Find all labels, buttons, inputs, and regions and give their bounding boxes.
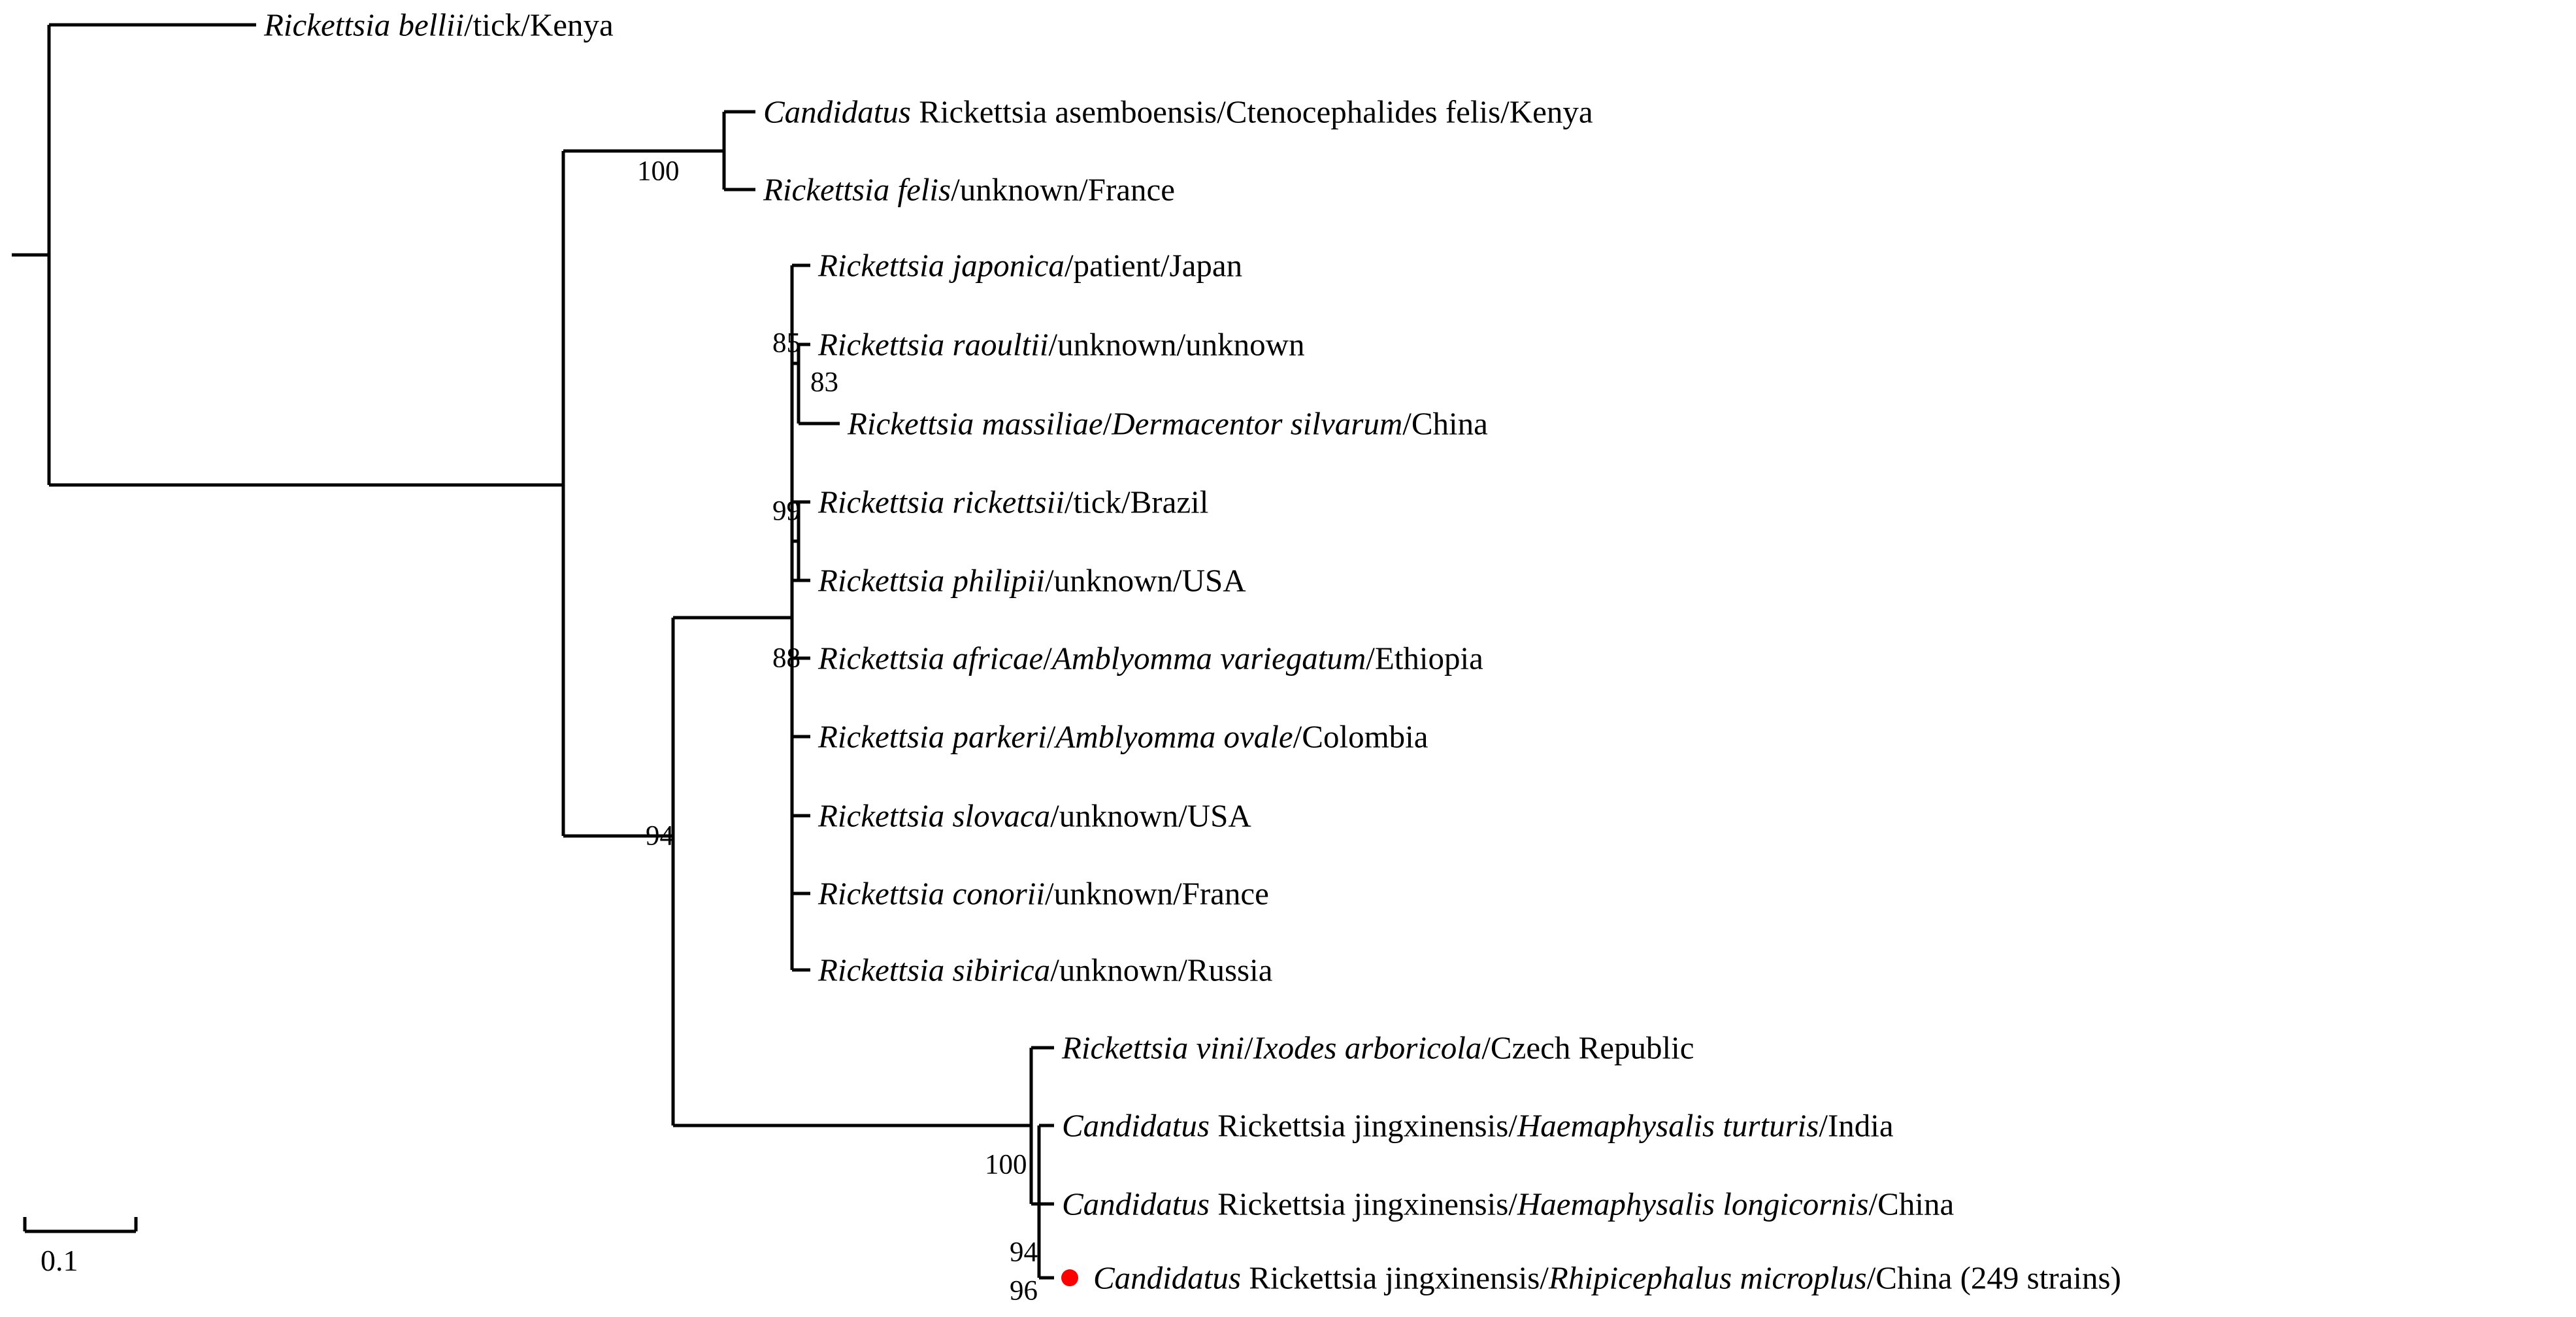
taxon-label: Rickettsia conorii/unknown/France bbox=[818, 875, 1269, 912]
taxon-label: Rickettsia raoultii/unknown/unknown bbox=[818, 326, 1305, 363]
taxon-label: Rickettsia sibirica/unknown/Russia bbox=[818, 952, 1273, 988]
support-value: 100 bbox=[637, 156, 680, 187]
support-value: 94 bbox=[646, 820, 674, 852]
taxon-label: Candidatus Rickettsia asemboensis/Ctenocephalides felis/Kenya bbox=[763, 93, 1593, 130]
taxon-label: Candidatus Rickettsia jingxinensis/Haemaphysalis longicornis/China bbox=[1062, 1186, 1955, 1222]
support-value: 100 bbox=[985, 1149, 1027, 1180]
taxon-label: Rickettsia parkeri/Amblyomma ovale/Colombia bbox=[818, 718, 1428, 755]
support-value: 83 bbox=[810, 367, 838, 398]
support-value: 99 bbox=[772, 495, 801, 527]
taxon-label: Rickettsia philipii/unknown/USA bbox=[818, 562, 1246, 599]
support-value: 96 bbox=[1010, 1275, 1038, 1307]
taxon-label: Rickettsia vini/Ixodes arboricola/Czech Republic bbox=[1062, 1029, 1694, 1066]
taxon-label: Rickettsia rickettsii/tick/Brazil bbox=[818, 484, 1209, 520]
scale-bar-label: 0.1 bbox=[41, 1244, 78, 1277]
highlight-dot-icon bbox=[1061, 1269, 1078, 1286]
support-value: 88 bbox=[772, 642, 801, 674]
taxon-label: Rickettsia africae/Amblyomma variegatum/Ethiopia bbox=[818, 640, 1483, 676]
taxon-label: Rickettsia japonica/patient/Japan bbox=[818, 247, 1243, 284]
taxon-label: Candidatus Rickettsia jingxinensis/Rhipicephalus microplus/China (249 strains) bbox=[1093, 1259, 2121, 1296]
taxon-label: Rickettsia slovaca/unknown/USA bbox=[818, 797, 1251, 834]
support-value: 85 bbox=[772, 327, 801, 359]
taxon-label: Candidatus Rickettsia jingxinensis/Haemaphysalis turturis/India bbox=[1062, 1107, 1894, 1144]
taxon-label: Rickettsia massiliae/Dermacentor silvarum/China bbox=[848, 405, 1488, 442]
support-value: 94 bbox=[1010, 1237, 1038, 1268]
taxon-label: Rickettsia bellii/tick/Kenya bbox=[264, 7, 614, 43]
taxon-label: Rickettsia felis/unknown/France bbox=[763, 171, 1176, 208]
